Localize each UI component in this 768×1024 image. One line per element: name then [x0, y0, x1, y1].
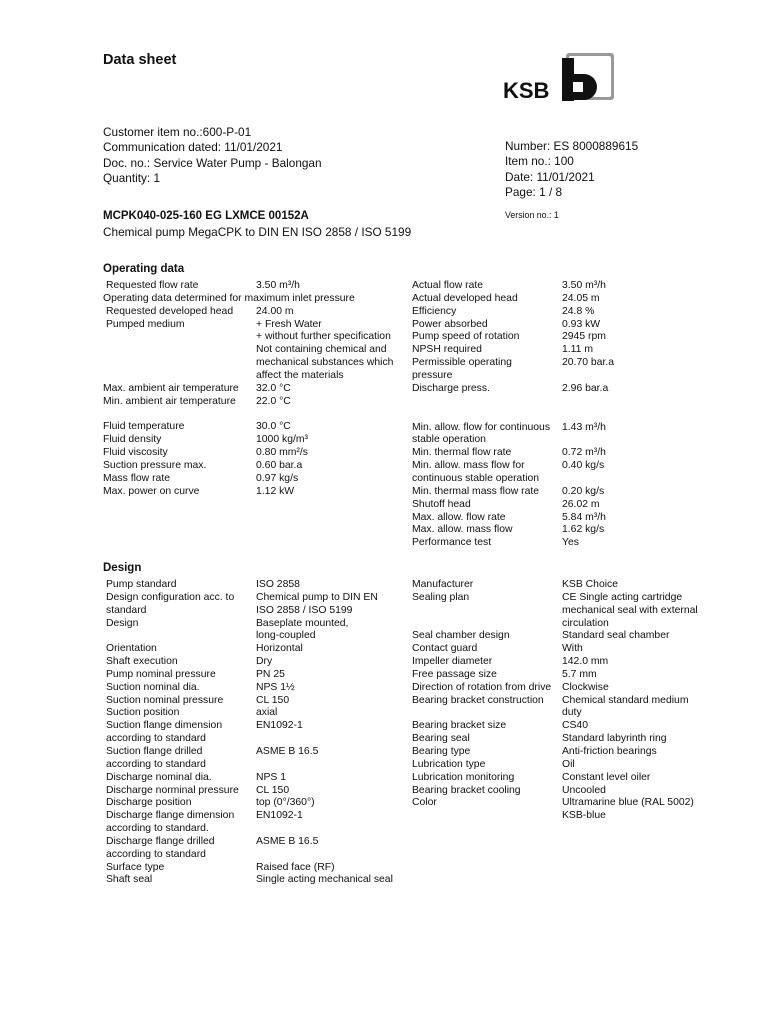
field-value: Anti-friction bearings [562, 745, 657, 757]
operating-data-right-table [412, 280, 712, 550]
field-label: Direction of rotation from drive [412, 681, 552, 693]
table-row [106, 605, 404, 618]
table-row [412, 759, 712, 772]
table-row [412, 618, 712, 631]
table-row [106, 836, 404, 849]
field-label: Color [412, 797, 437, 809]
field-label: Fluid temperature [103, 421, 185, 433]
table-row [103, 473, 404, 486]
table-row [103, 421, 404, 434]
note-row [103, 293, 404, 306]
field-value: CL 150 [256, 694, 290, 706]
field-label: Impeller diameter [412, 656, 493, 668]
field-value: Standard labyrinth ring [562, 733, 667, 745]
logo-text: KSB [503, 78, 550, 102]
table-row [106, 785, 404, 798]
field-value: CS40 [562, 720, 588, 732]
field-label: Seal chamber design [412, 630, 510, 642]
table-row [412, 682, 712, 695]
field-value: 0.80 mm²/s [256, 447, 308, 459]
table-row [412, 669, 712, 682]
field-value: duty [562, 707, 582, 719]
table-row [412, 733, 712, 746]
field-label: Suction nominal dia. [106, 681, 200, 693]
table-row [412, 605, 712, 618]
field-value: Chemical pump to DIN EN [256, 591, 378, 603]
table-row [106, 643, 404, 656]
field-value: 1.43 m³/h [562, 421, 606, 433]
field-label: Pump speed of rotation [412, 331, 520, 343]
field-value: 24.8 % [562, 305, 595, 317]
table-row [412, 357, 712, 370]
field-value: EN1092-1 [256, 810, 303, 822]
field-value: NPS 1 [256, 771, 287, 783]
field-value: CL 150 [256, 784, 290, 796]
table-row [103, 370, 404, 383]
field-value: Constant level oiler [562, 771, 651, 783]
table-row [106, 759, 404, 772]
customer-item-no: Customer item no.:600-P-01 [103, 125, 252, 139]
field-label: Min. thermal flow rate [412, 447, 512, 459]
table-row [103, 280, 404, 293]
field-label: Suction position [106, 707, 180, 719]
field-label [103, 357, 256, 370]
field-value [256, 849, 404, 862]
field-label: Shutoff head [412, 498, 471, 510]
field-label: Max. power on curve [103, 485, 200, 497]
spacer-row [412, 409, 712, 422]
field-value: 2945 rpm [562, 331, 606, 343]
field-value [562, 473, 712, 486]
field-label: Pump nominal pressure [106, 668, 216, 680]
field-value: ASME B 16.5 [256, 835, 319, 847]
field-label: Performance test [412, 537, 492, 549]
field-label: according to standard. [106, 823, 209, 835]
table-row [412, 319, 712, 332]
table-row [412, 499, 712, 512]
table-row [412, 280, 712, 293]
field-value: 2.96 bar.a [562, 382, 609, 394]
field-label: Bearing bracket cooling [412, 784, 521, 796]
field-value: 20.70 bar.a [562, 357, 614, 369]
field-label: stable operation [412, 434, 486, 446]
field-value: 3.50 m³/h [256, 280, 300, 291]
table-row [412, 473, 712, 486]
table-row [106, 746, 404, 759]
table-row [103, 396, 404, 409]
doc-no: Doc. no.: Service Water Pump - Balongan [103, 155, 322, 170]
field-value [256, 823, 404, 836]
field-label: Pump standard [106, 579, 177, 590]
table-row [106, 656, 404, 669]
table-row [412, 331, 712, 344]
field-label: Orientation [106, 643, 157, 655]
field-value: CE Single acting cartridge [562, 591, 683, 603]
field-value: KSB Choice [562, 579, 619, 590]
table-row [106, 849, 404, 862]
table-row [412, 512, 712, 525]
field-label [103, 370, 256, 383]
design-right-table [412, 579, 712, 823]
field-value: ISO 2858 [256, 579, 300, 590]
field-label: Suction nominal pressure [106, 694, 224, 706]
spacer-cell [412, 409, 712, 422]
table-row [103, 357, 404, 370]
table-row [412, 720, 712, 733]
table-row [106, 772, 404, 785]
field-value: Uncooled [562, 784, 606, 796]
table-row [106, 874, 404, 887]
table-row [106, 579, 404, 592]
field-value: + without further specification [256, 331, 391, 343]
field-label: Fluid viscosity [103, 447, 168, 459]
field-label [103, 331, 256, 344]
model-code: MCPK040-025-160 EG LXMCE 00152A [103, 210, 309, 222]
doc-date: Date: 11/01/2021 [505, 169, 595, 184]
table-row [106, 618, 404, 631]
table-row [412, 486, 712, 499]
field-value: Yes [562, 537, 579, 549]
field-label: Manufacturer [412, 579, 474, 590]
field-value [562, 370, 712, 383]
field-value: Clockwise [562, 681, 609, 693]
table-row [103, 434, 404, 447]
table-row [106, 592, 404, 605]
field-label: Discharge norminal pressure [106, 784, 239, 796]
field-label: Requested developed head [106, 305, 234, 317]
field-value: 3.50 m³/h [562, 280, 606, 291]
table-row [103, 383, 404, 396]
table-row [412, 344, 712, 357]
field-label: Min. thermal mass flow rate [412, 485, 540, 497]
field-value: mechanical substances which [256, 357, 394, 369]
field-value [562, 434, 712, 447]
field-value: 1000 kg/m³ [256, 434, 308, 446]
table-row [106, 682, 404, 695]
field-value: affect the materials [256, 369, 344, 381]
field-label: Actual flow rate [412, 280, 484, 291]
field-label: Shaft seal [106, 874, 153, 886]
spacer-row [412, 396, 712, 409]
field-value: Horizontal [256, 643, 303, 655]
field-value: + Fresh Water [256, 318, 322, 330]
field-label: pressure [412, 369, 453, 381]
field-label: Discharge flange dimension [106, 810, 235, 822]
field-label [412, 605, 562, 618]
table-row [412, 447, 712, 460]
spacer-cell [103, 408, 404, 421]
field-value: Dry [256, 656, 273, 668]
design-left-table [106, 579, 404, 887]
field-label: Min. allow. mass flow for [412, 460, 525, 472]
field-value: 0.40 kg/s [562, 460, 605, 472]
table-row [103, 460, 404, 473]
field-label: Free passage size [412, 668, 497, 680]
section-title-operating-data: Operating data [103, 263, 185, 275]
table-row [103, 344, 404, 357]
field-label: Contact guard [412, 643, 478, 655]
spacer-row [103, 408, 404, 421]
table-row [412, 370, 712, 383]
field-label [412, 810, 562, 823]
field-value: EN1092-1 [256, 720, 303, 732]
field-label: Permissible operating [412, 357, 512, 369]
field-label: Surface type [106, 861, 165, 873]
field-value: 0.97 kg/s [256, 472, 299, 484]
document-info [505, 139, 638, 200]
table-row [103, 319, 404, 332]
field-value: Ultramarine blue (RAL 5002) [562, 797, 694, 809]
field-value: 0.72 m³/h [562, 447, 606, 459]
table-row [106, 810, 404, 823]
field-label: Requested flow rate [106, 280, 199, 291]
item-no: Item no.: 100 [505, 154, 574, 169]
table-row [106, 630, 404, 643]
field-label [106, 630, 256, 643]
spacer-cell [412, 396, 712, 409]
table-row [412, 460, 712, 473]
table-row [412, 434, 712, 447]
field-label [412, 707, 562, 720]
doc-number: Number: ES 8000889615 [505, 139, 639, 153]
table-row [106, 823, 404, 836]
table-row [412, 524, 712, 537]
table-row [103, 306, 404, 319]
field-label: continuous stable operation [412, 472, 540, 484]
table-row [412, 810, 712, 823]
field-label: Lubrication monitoring [412, 771, 515, 783]
table-row [412, 656, 712, 669]
field-value: 0.60 bar.a [256, 459, 303, 471]
field-value: Standard seal chamber [562, 630, 670, 642]
field-value: Single acting mechanical seal [256, 874, 393, 886]
quantity: Quantity: 1 [103, 170, 161, 185]
field-value: KSB-blue [562, 810, 606, 822]
field-label: according to standard [106, 733, 206, 745]
field-value: 0.93 kW [562, 318, 601, 330]
field-label: Efficiency [412, 305, 457, 317]
field-label: Discharge press. [412, 382, 490, 394]
field-value: Baseplate mounted, [256, 617, 349, 629]
field-label: Max. allow. flow rate [412, 511, 506, 523]
table-row [103, 486, 404, 499]
field-value: Oil [562, 758, 575, 770]
field-label: Discharge flange drilled [106, 835, 215, 847]
communication-date: Communication dated: 11/01/2021 [103, 140, 283, 155]
field-value: PN 25 [256, 668, 285, 680]
table-row [412, 630, 712, 643]
field-label: Suction pressure max. [103, 459, 207, 471]
field-label: Pumped medium [106, 318, 185, 330]
field-value [256, 733, 404, 746]
table-row [103, 331, 404, 344]
field-value: ISO 2858 / ISO 5199 [256, 604, 353, 616]
field-value: 1.62 kg/s [562, 524, 605, 536]
field-label: NPSH required [412, 344, 482, 356]
field-value: NPS 1½ [256, 681, 295, 693]
field-label: according to standard [106, 848, 206, 860]
field-label [412, 618, 562, 631]
table-row [412, 772, 712, 785]
field-value: 22.0 °C [256, 395, 291, 407]
field-value [256, 759, 404, 772]
field-label: Bearing type [412, 745, 471, 757]
table-row [412, 592, 712, 605]
field-value: axial [256, 707, 278, 719]
field-label: Power absorbed [412, 318, 488, 330]
field-label: Suction flange dimension [106, 720, 223, 732]
field-value: Not containing chemical and [256, 344, 387, 356]
field-value: 0.20 kg/s [562, 485, 605, 497]
field-label: Mass flow rate [103, 472, 170, 484]
table-row [412, 306, 712, 319]
page-number: Page: 1 / 8 [505, 184, 563, 199]
field-label: Max. allow. mass flow [412, 524, 513, 536]
field-label: standard [106, 604, 147, 616]
field-label: Shaft execution [106, 656, 178, 668]
field-label [103, 344, 256, 357]
field-label: Sealing plan [412, 591, 470, 603]
field-label: Fluid density [103, 434, 162, 446]
version-number: Version no.: 1 [505, 210, 559, 220]
field-value: 142.0 mm [562, 656, 609, 668]
field-label: according to standard [106, 758, 206, 770]
operating-data-left-table [103, 280, 404, 499]
table-row [106, 733, 404, 746]
customer-info [103, 125, 322, 186]
table-row [106, 797, 404, 810]
field-value: With [562, 643, 583, 655]
field-value: 1.11 m [562, 344, 593, 356]
section-title-design: Design [103, 562, 142, 574]
field-value: 32.0 °C [256, 382, 291, 394]
field-value: 24.00 m [256, 305, 294, 317]
field-value: Chemical standard medium [562, 694, 689, 706]
field-value: 30.0 °C [256, 421, 291, 433]
table-row [412, 695, 712, 708]
table-row [412, 707, 712, 720]
field-label: Bearing seal [412, 733, 470, 745]
ksb-logo [502, 52, 616, 102]
field-label: Actual developed head [412, 292, 518, 304]
table-row [412, 383, 712, 396]
table-row [106, 707, 404, 720]
field-label: Max. ambient air temperature [103, 382, 239, 394]
table-row [412, 746, 712, 759]
field-label: Design configuration acc. to [106, 591, 235, 603]
table-row [106, 862, 404, 875]
field-label: Suction flange drilled [106, 745, 203, 757]
table-row [412, 537, 712, 550]
table-row [412, 643, 712, 656]
table-row [412, 579, 712, 592]
field-value: 5.84 m³/h [562, 511, 606, 523]
field-value: ASME B 16.5 [256, 745, 319, 757]
field-value: long-coupled [256, 630, 316, 642]
table-row [103, 447, 404, 460]
field-label: Design [106, 617, 139, 629]
field-label: Discharge position [106, 797, 192, 809]
table-row [412, 422, 712, 435]
field-value: mechanical seal with external [562, 604, 698, 616]
field-label: Lubrication type [412, 758, 486, 770]
model-description: Chemical pump MegaCPK to DIN EN ISO 2858 / ISO 5199 [103, 225, 412, 239]
table-row [412, 797, 712, 810]
field-value: Raised face (RF) [256, 861, 335, 873]
field-value: 24.05 m [562, 292, 600, 304]
table-row [412, 293, 712, 306]
field-label: Bearing bracket size [412, 720, 507, 732]
field-value: 5.7 mm [562, 668, 597, 680]
field-value: top (0°/360°) [256, 797, 315, 809]
field-value: 26.02 m [562, 498, 600, 510]
table-row [412, 785, 712, 798]
field-label: Min. ambient air temperature [103, 395, 236, 407]
note-text: Operating data determined for maximum inlet pressure [103, 292, 355, 304]
table-row [106, 720, 404, 733]
field-label: Min. allow. flow for continuous [412, 421, 551, 433]
field-label: Bearing bracket construction [412, 694, 544, 706]
page-title: Data sheet [103, 52, 177, 68]
table-row [106, 695, 404, 708]
field-value: circulation [562, 617, 609, 629]
field-value: 1.12 kW [256, 485, 295, 497]
table-row [106, 669, 404, 682]
field-label: Discharge nominal dia. [106, 771, 212, 783]
